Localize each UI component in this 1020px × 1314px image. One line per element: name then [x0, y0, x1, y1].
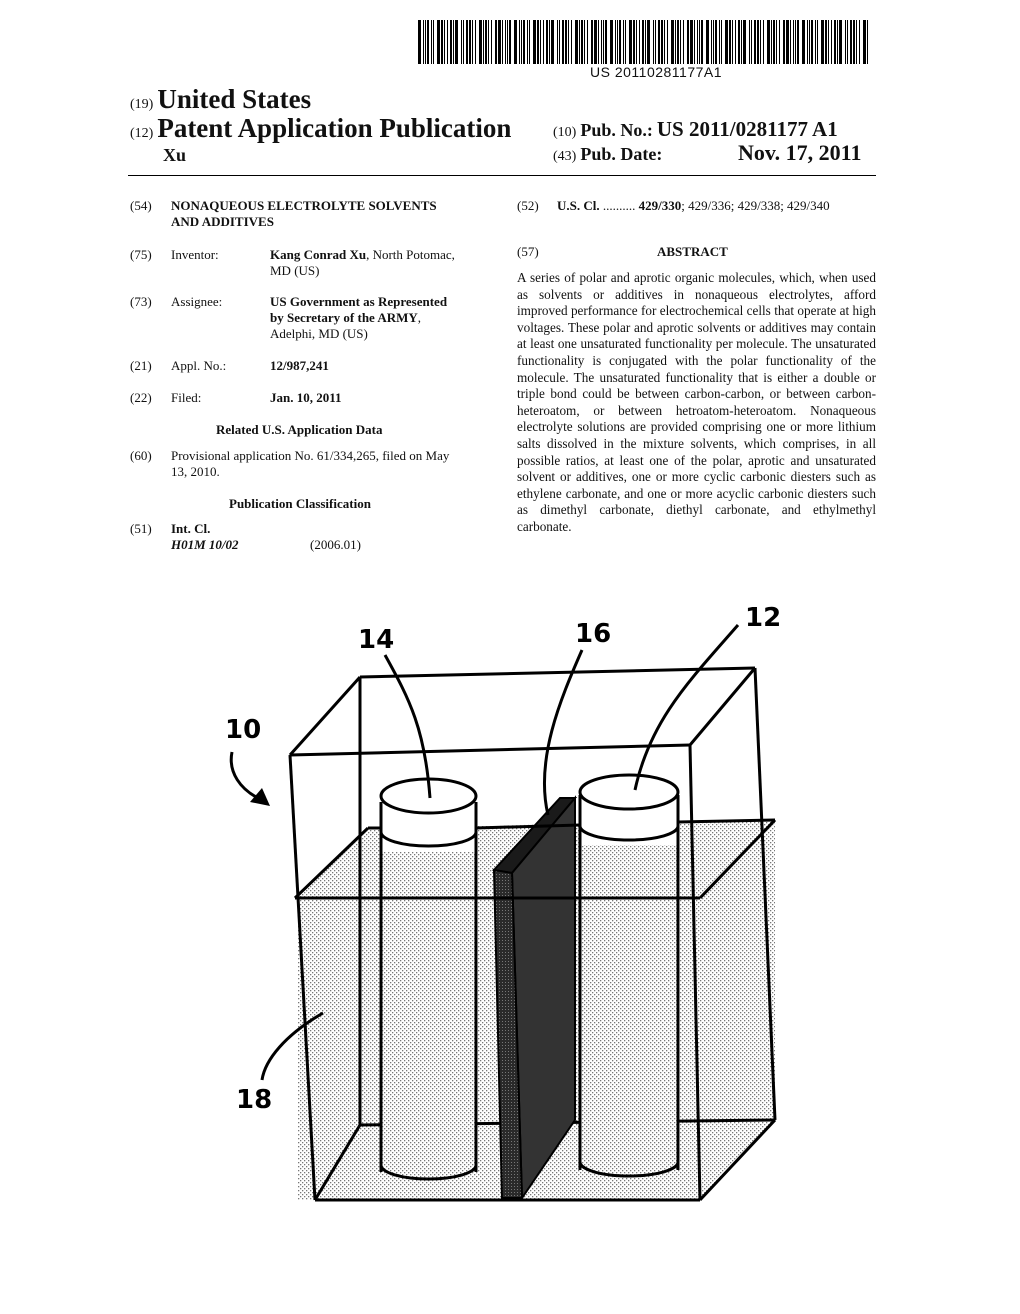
- filed-label: Filed:: [171, 390, 202, 405]
- ref-label-18: 18: [236, 1085, 273, 1115]
- assignee-label: Assignee:: [171, 294, 223, 309]
- filed-value: Jan. 10, 2011: [270, 390, 342, 405]
- classification-heading: Publication Classification: [229, 496, 371, 511]
- barcode-number: US 20110281177A1: [590, 64, 723, 80]
- assignee-line-2-suffix: ,: [417, 310, 422, 325]
- assignee-line-3: Adelphi, MD (US): [270, 326, 368, 341]
- provisional-line-1: Provisional application No. 61/334,265, filed on May: [171, 448, 450, 463]
- uscl-code: (52): [517, 198, 539, 213]
- abstract-code: (57): [517, 244, 539, 259]
- liquid-back-line-right: [678, 820, 775, 822]
- pub-date-value: Nov. 17, 2011: [738, 140, 862, 165]
- ref-label-14: 14: [358, 625, 395, 655]
- inventor-label: Inventor:: [171, 247, 219, 262]
- box-top-left-edge: [290, 677, 360, 755]
- box-top-right-edge: [690, 668, 755, 745]
- ref-label-12: 12: [745, 603, 782, 633]
- kind-code: (12): [130, 126, 154, 141]
- pub-date-label: Pub. Date:: [580, 144, 663, 164]
- pub-no-label: Pub. No.:: [580, 120, 653, 140]
- title-line-2: AND ADDITIVES: [171, 214, 274, 229]
- arrowhead-10: [250, 788, 270, 806]
- inventor-code: (75): [130, 247, 152, 262]
- pub-no-value: US 2011/0281177 A1: [656, 117, 838, 141]
- pub-no-code: (10): [553, 125, 577, 140]
- uscl-dots: ..........: [602, 198, 636, 213]
- left-electrode: [381, 779, 476, 1179]
- title-code: (54): [130, 198, 152, 213]
- inventor-location-2: MD (US): [270, 263, 320, 278]
- assignee-line-2: by Secretary of the ARMY: [270, 310, 418, 325]
- assignee-code: (73): [130, 294, 152, 309]
- intcl-class: H01M 10/02: [171, 537, 239, 552]
- leader-16: [544, 650, 582, 815]
- box-top-front-edge: [290, 745, 690, 755]
- related-heading: Related U.S. Application Data: [216, 422, 383, 437]
- pub-date-code: (43): [553, 149, 577, 164]
- appl-value: 12/987,241: [270, 358, 329, 373]
- abstract-heading: ABSTRACT: [657, 244, 728, 259]
- abstract-text: A series of polar and aprotic organic molecules, which, when used as solvents or additives in nonaqueous electrolytes, afford improved performance for electrochemical cells that operate at high voltages. These polar and aprotic solvents or additives may contain at least one unsaturated functionality per molecule. The unsaturated functionality is conjugated with the polar functionality of the molecule. The unsaturated functionality that is either a double or triple bond could be between carbon-carbon, or between carbon-heteroatom, or between hetroatom-heteroatom. Nonaqueous electrolyte solutions are provided comprising one or more lithium salts dissolved in the mixture solvents, which comprises, in all possible ratios, at least one of the polar, aprotic and unsaturated solvent or additives, one or more cyclic carbonic diesters such as ethylene carbonate, and one or more acyclic carbonic diesters such as dimethyl carbonate, diethyl carbonate, and ethylmethyl carbonate.: [517, 270, 876, 534]
- ref-label-16: 16: [575, 619, 612, 649]
- appl-code: (21): [130, 358, 152, 373]
- uscl-label: U.S. Cl.: [557, 198, 600, 213]
- intcl-label: Int. Cl.: [171, 521, 211, 536]
- assignee-line-1: US Government as Represented: [270, 294, 448, 309]
- title-line-1: NONAQUEOUS ELECTROLYTE SOLVENTS: [171, 198, 437, 213]
- uscl-rest: ; 429/336; 429/338; 429/340: [681, 198, 830, 213]
- inventor-location: , North Potomac,: [366, 247, 455, 262]
- country-code: (19): [130, 97, 154, 112]
- inventor-surname: Xu: [163, 145, 187, 165]
- filed-code: (22): [130, 390, 152, 405]
- uscl-main: 429/330: [638, 198, 682, 213]
- right-electrode: [580, 775, 678, 1176]
- intcl-year: (2006.01): [310, 537, 361, 552]
- separator: [494, 798, 575, 1198]
- country: United States: [157, 84, 312, 114]
- provisional-code: (60): [130, 448, 152, 463]
- appl-label: Appl. No.:: [171, 358, 227, 373]
- leader-10: [231, 752, 262, 800]
- inventor-name: Kang Conrad Xu: [270, 247, 367, 262]
- ref-label-10: 10: [225, 715, 262, 745]
- provisional-line-2: 13, 2010.: [171, 464, 220, 479]
- intcl-code: (51): [130, 521, 152, 536]
- publication-type: Patent Application Publication: [157, 113, 512, 143]
